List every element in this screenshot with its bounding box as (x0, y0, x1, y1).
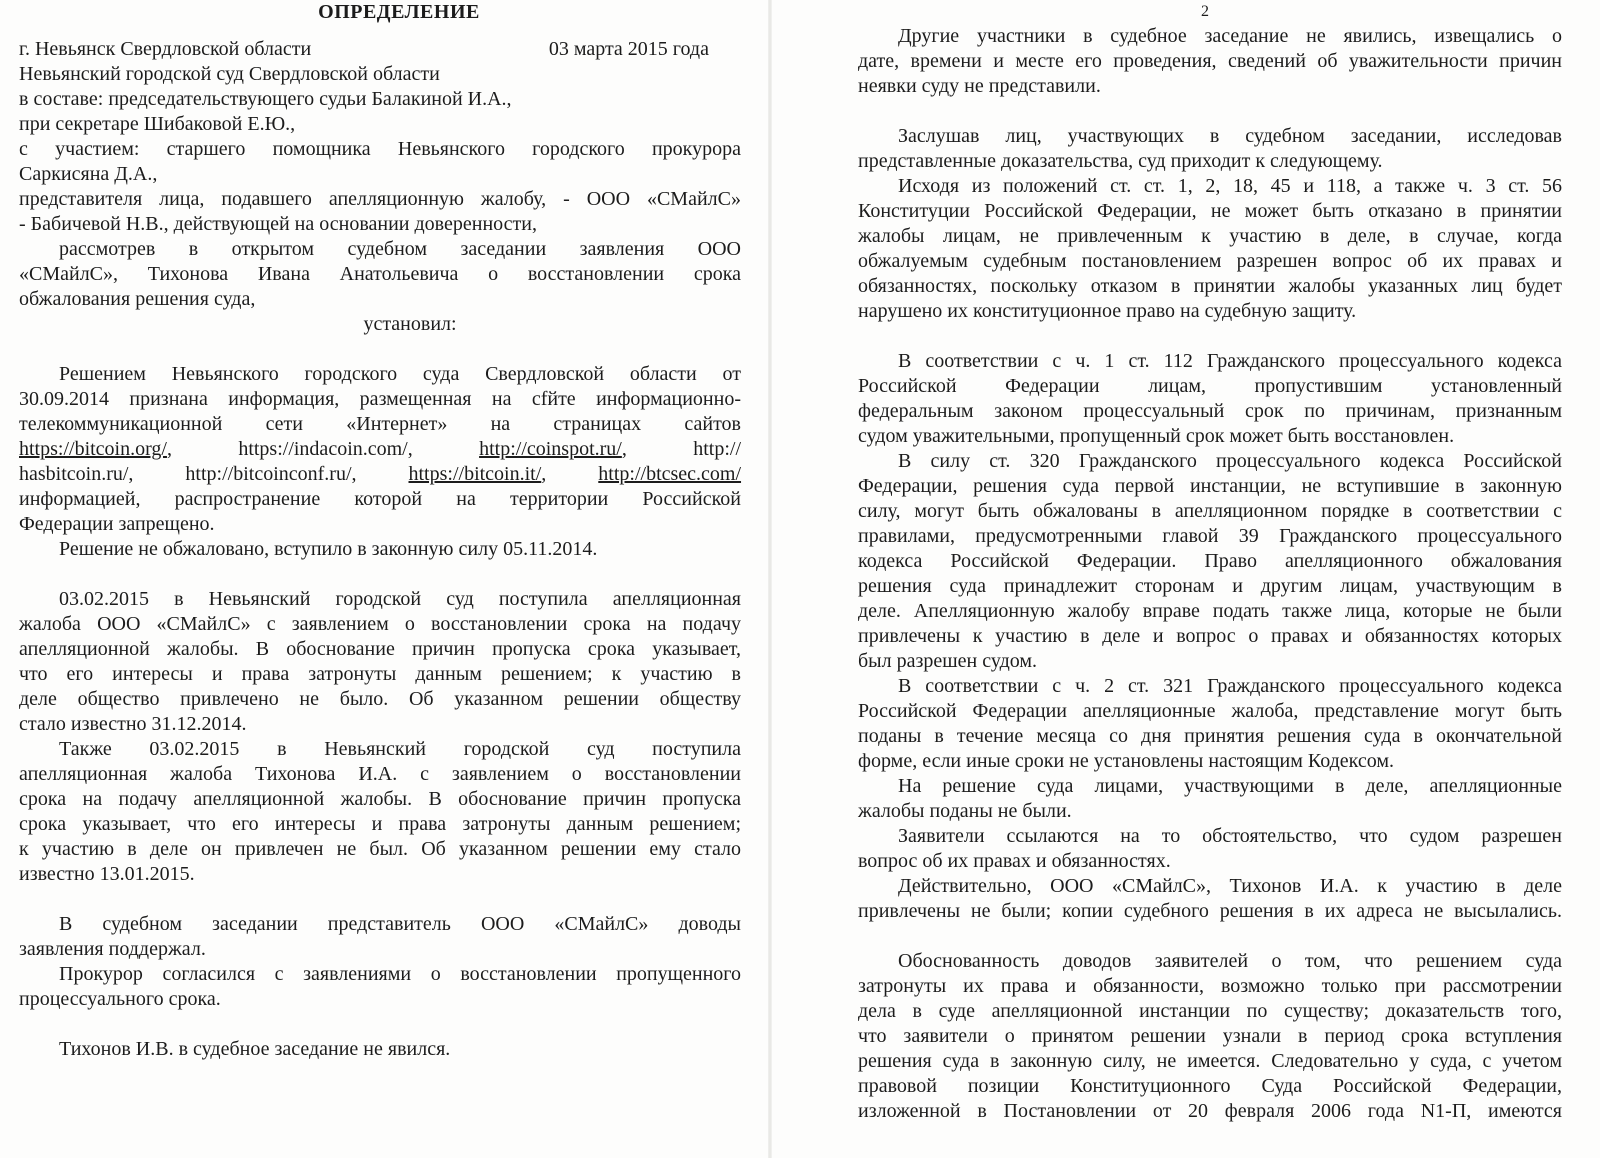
intro-line: - Бабичевой Н.В., действующей на основании доверенности, (19, 213, 537, 235)
intro-line: рассмотрев в открытом судебном заседании заявления ООО (59, 238, 741, 260)
text-line: апелляционная жалоба Тихонова И.А. с заявлением о восстановлении (19, 763, 741, 785)
paragraph-hearing (19, 912, 741, 1012)
text-line: силу, могут быть обжалованы в апелляционном порядке в соответствии с (858, 500, 1562, 522)
intro-block (19, 62, 741, 312)
intro-line: Саркисяна Д.А., (19, 163, 158, 185)
text-line: Федерации, решения суда первой инстанции, не вступившие в законную (858, 475, 1562, 497)
intro-line: представителя лица, подавшего апелляционную жалобу, - ООО «СМайлС» (19, 188, 741, 210)
text-line: Прокурор согласился с заявлениями о восстановлении пропущенного (59, 963, 741, 985)
text-line: В соответствии с ч. 2 ст. 321 Гражданского процессуального кодекса (898, 675, 1562, 697)
text-line: срока указывает, что его интересы и права затронуты данным решением; (19, 813, 741, 835)
text-line: Конституции Российской Федерации, не может быть отказано в принятии (858, 200, 1562, 222)
text-line: Тихонов И.В. в судебное заседание не явился. (59, 1038, 451, 1060)
text-line: к участию в деле он привлечен не был. Об указанном решении ему стало (19, 838, 741, 860)
block-constitution (858, 174, 1562, 324)
intro-line: «СМайлС», Тихонова Ивана Анатольевича о восстановлении срока (19, 263, 741, 285)
text-line: деле общество привлечено не было. Об указанном решении обществу (19, 688, 741, 710)
text-line: Действительно, ООО «СМайлС», Тихонов И.А. к участию в деле (898, 875, 1562, 897)
paragraph-decision (19, 362, 741, 562)
block-applicants-claim (858, 824, 1562, 874)
text-line: Другие участники в судебное заседание не явились, извещались о (898, 25, 1562, 47)
text-line: известно 13.01.2015. (19, 863, 195, 885)
block-article-320 (858, 449, 1562, 674)
text-line: Заслушав лиц, участвующих в судебном заседании, исследовав (898, 125, 1562, 147)
text-line: Исходя из положений ст. ст. 1, 2, 18, 45 и 118, а также ч. 3 ст. 56 (898, 175, 1562, 197)
text-line: кодекса Российской Федерации. Право апелляционного обжалования (858, 550, 1562, 572)
text-line: изложенной в Постановлении от 20 февраля 2006 года N1-П, имеются (858, 1100, 1562, 1122)
text-line: нарушено их конституционное право на судебную защиту. (858, 300, 1357, 322)
text-line: дела в суде апелляционной инстанции по существу; доказательств того, (858, 1000, 1562, 1022)
text-line: информацией, распространение которой на территории Российской (19, 488, 741, 510)
text-line: правилами, предусмотренными главой 39 Гражданского процессуального (858, 525, 1562, 547)
text-line: В силу ст. 320 Гражданского процессуального кодекса Российской (898, 450, 1562, 472)
paragraph-smails-appeal (19, 587, 741, 737)
link-bitcoinconf[interactable]: http://bitcoinconf.ru/, (185, 463, 357, 485)
text-line: вопрос об их правах и обязанностях. (858, 850, 1171, 872)
text-line: решения суда принадлежит сторонам и другим лицам, участвующим в (858, 575, 1562, 597)
text-line: затронуты их права и обязанности, возможно только при рассмотрении (858, 975, 1562, 997)
link-btcsec[interactable]: http://btcsec.com/ (598, 463, 742, 485)
intro-line: с участием: старшего помощника Невьянского городского прокурора (19, 138, 741, 160)
text-line: Российской Федерации лицам, пропустившим установленный (858, 375, 1562, 397)
text-line: жалобы лицам, не привлеченным к участию в деле, в случае, когда (858, 225, 1562, 247)
text-line: Российской Федерации апелляционные жалоба, представление могут быть (858, 700, 1562, 722)
text-line: поданы в течение месяца со дня принятия решения суда в окончательной (858, 725, 1562, 747)
document-title: ОПРЕДЕЛЕНИЕ (318, 1, 480, 23)
place-date-row (19, 37, 709, 62)
text-line: На решение суда лицами, участвующими в деле, апелляционные (898, 775, 1562, 797)
link-coinspot[interactable]: http://coinspot.ru/ (479, 438, 622, 460)
paragraph-absence (19, 1037, 741, 1062)
text-line: процессуального срока. (19, 988, 221, 1010)
block-validity (858, 949, 1562, 1124)
block-heard (858, 124, 1562, 174)
text-line: стало известно 31.12.2014. (19, 713, 247, 735)
block-article-112 (858, 349, 1562, 449)
date: 03 марта 2015 года (548, 38, 709, 60)
text-line: представленные доказательства, суд приходит к следующему. (858, 150, 1383, 172)
text-line: неявки суду не представили. (858, 75, 1101, 97)
text-line: 30.09.2014 признана информация, размещенная на сfйте информационно- (19, 388, 741, 410)
text-line: решения суда в законную силу, не имеется. Следовательно у суда, с учетом (858, 1050, 1562, 1072)
text-line: что его интересы и права затронуты данным решением; к участию в (19, 663, 741, 685)
text-line: Также 03.02.2015 в Невьянский городской суд поступила (59, 738, 741, 760)
page-number: 2 (1201, 3, 1209, 20)
text-line: правовой позиции Конституционного Суда Российской Федерации, (858, 1075, 1562, 1097)
page-1 (0, 0, 770, 1158)
text-line: В соответствии с ч. 1 ст. 112 Гражданского процессуального кодекса (898, 350, 1562, 372)
block-no-appeals (858, 774, 1562, 824)
text-line: форме, если иные сроки не установлены настоящим Кодексом. (858, 750, 1395, 772)
text-line: Заявители ссылаются на то обстоятельство, что судом разрешен (898, 825, 1562, 847)
block-indeed (858, 874, 1562, 924)
text-line: 03.02.2015 в Невьянский городской суд поступила апелляционная (59, 588, 741, 610)
text-line: срока на подачу апелляционной жалобы. В обоснование причин пропуска (19, 788, 741, 810)
link-bitcoin-org[interactable]: https://bitcoin.org/ (19, 438, 167, 460)
intro-line: в составе: председательствующего судьи Балакиной И.А., (19, 88, 512, 110)
text-line: Федерации запрещено. (19, 513, 215, 535)
link-indacoin[interactable]: https://indacoin.com/ (238, 438, 408, 460)
links-row: hasbitcoin.ru/, http://bitcoinconf.ru/, https://bitcoin.it/, http://btcsec.com/ (19, 463, 742, 485)
place: г. Невьянск Свердловской области (19, 38, 312, 60)
intro-line: при секретаре Шибаковой Е.Ю., (19, 113, 296, 135)
ustanovil-heading: установил: (363, 313, 457, 335)
text-line: привлечены не были; копии судебного решения в их адреса не высылались. (858, 900, 1562, 922)
text-line: привлечены к участию в деле и вопрос о правах и обязанностях которых (858, 625, 1562, 647)
intro-line: обжалования решения суда, (19, 288, 256, 310)
link-bitcoin-it[interactable]: https://bitcoin.it/ (408, 463, 542, 485)
text-line: апелляционной жалобы. В обоснование причин пропуска срока указывает, (19, 638, 741, 660)
text-line: Решением Невьянского городского суда Свердловской области от (59, 363, 741, 385)
block-other-participants (858, 24, 1562, 99)
text-line: обжалуемым судебным постановлением разрешен вопрос об их правах и (858, 250, 1562, 272)
block-article-321 (858, 674, 1562, 774)
text-line: заявления поддержал. (19, 938, 206, 960)
text-line: жалобы поданы не были. (858, 800, 1072, 822)
links-row: https://bitcoin.org/, https://indacoin.com/, http://coinspot.ru/, http:// (19, 438, 742, 460)
text-line: В судебном заседании представитель ООО «СМайлС» доводы (59, 913, 741, 935)
text-line: жалоба ООО «СМайлС» с заявлением о восстановлении срока на подачу (19, 613, 741, 635)
page-2 (770, 0, 1600, 1158)
link-hasbitcoin[interactable]: hasbitcoin.ru/, (19, 463, 134, 485)
text-line: судом уважительными, пропущенный срок может быть восстановлен. (858, 425, 1455, 447)
text-line: что заявители о принятом решении узнали в период срока вступления (858, 1025, 1562, 1047)
text-line: Решение не обжаловано, вступило в законную силу 05.11.2014. (59, 538, 598, 560)
text-line: дате, времени и месте его проведения, сведений об уважительности причин (858, 50, 1562, 72)
text-line: обязанностях, поскольку отказом в принятии жалобы указанных лиц будет (858, 275, 1562, 297)
text-line: федеральным законом процессуальный срок по причинам, признанным (858, 400, 1562, 422)
intro-line: Невьянский городской суд Свердловской области (19, 63, 440, 85)
text-line: телекоммуникационной сети «Интернет» на страницах сайтов (19, 413, 741, 435)
text-line: деле. Апелляционную жалобу вправе подать также лица, которые не были (858, 600, 1562, 622)
link-hasbitcoin-prefix[interactable]: http:// (693, 438, 742, 460)
paragraph-tikhonov-appeal (19, 737, 741, 887)
text-line: был разрешен судом. (858, 650, 1038, 672)
text-line: Обоснованность доводов заявителей о том, что решением суда (898, 950, 1562, 972)
